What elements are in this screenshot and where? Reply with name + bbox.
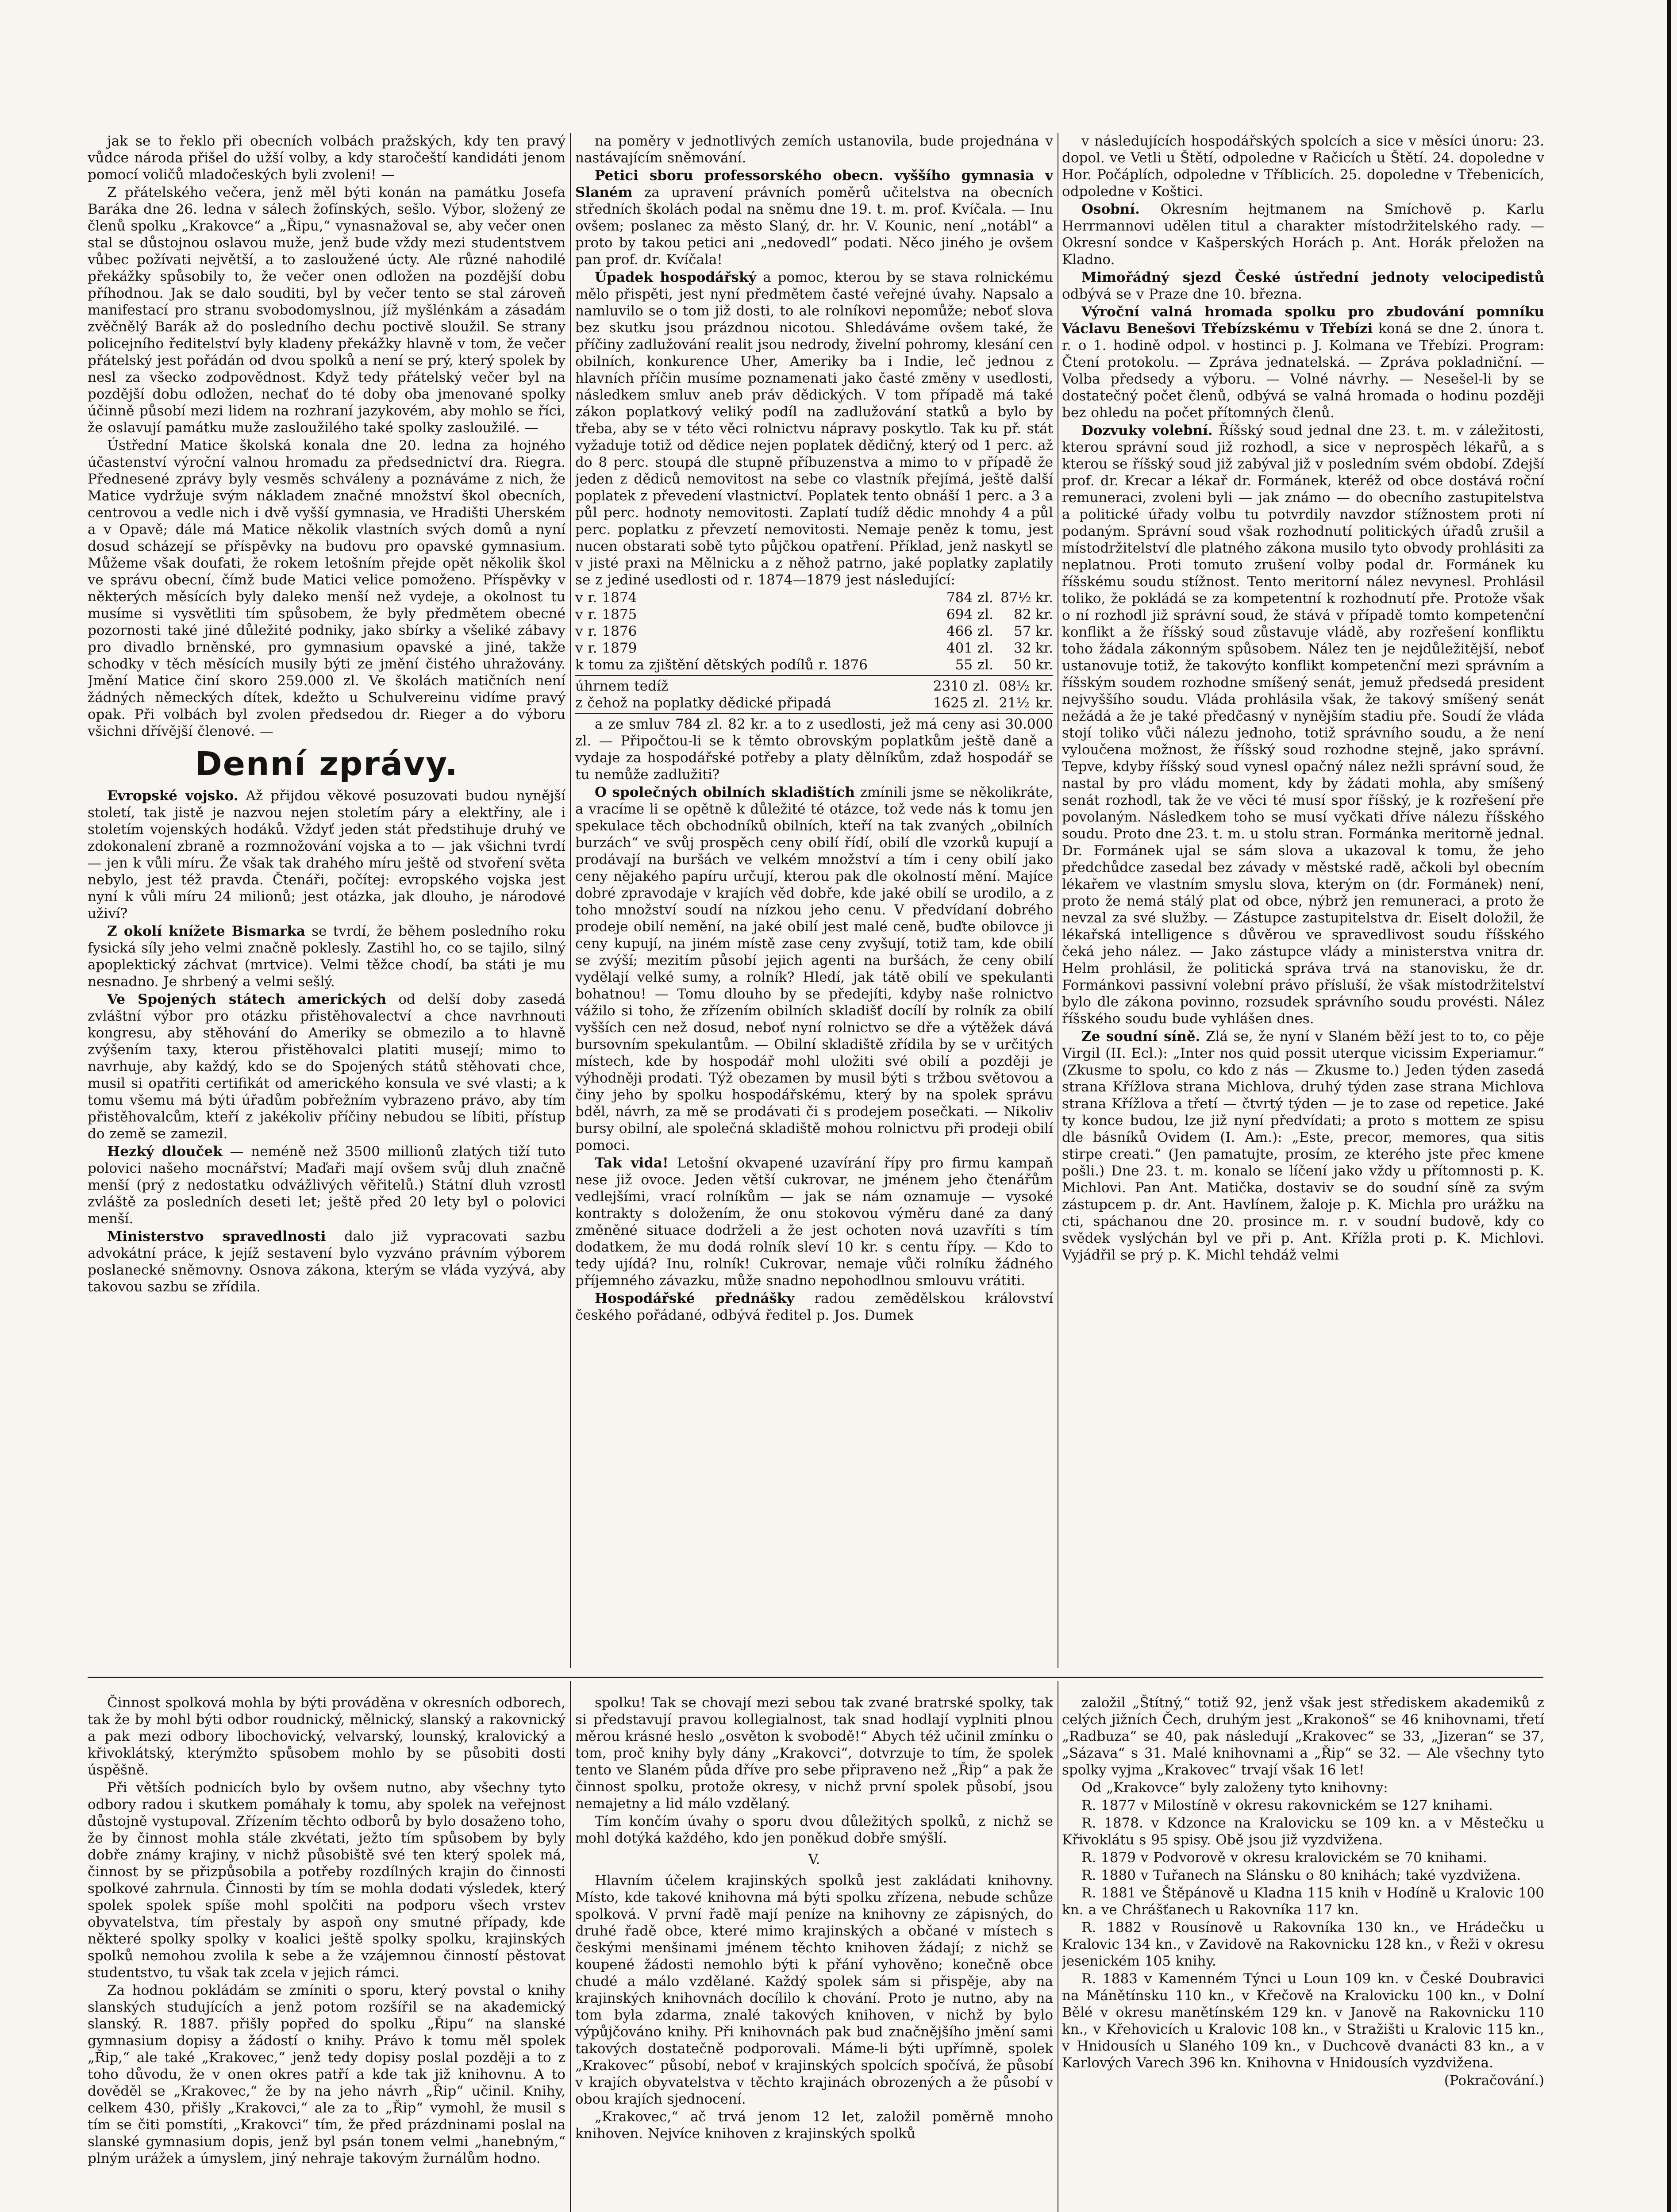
fee-row [575,695,1053,711]
paragraph [1062,1028,1544,1263]
paragraph [88,1228,565,1295]
paragraph-heading: Mimořádný sjezd České ústřední jednoty velocipedistů [1081,269,1544,285]
paragraph [575,1694,1053,1812]
paragraph-text: „Krakovec,“ ač trvá jenom 12 let, založil poměrně mnoho knihoven. Nejvíce knihoven z krajinských spolků [575,2109,1053,2142]
paragraph-heading: Výroční valná hromada spolku pro zbudování pomníku Václavu Benešovi Třebízskému v Třebízi [1062,304,1544,337]
section-number [575,1851,1053,1868]
paragraph-heading: Úpadek hospodářský [595,269,757,285]
fee-unit: kr. [1035,623,1053,639]
fee-label: k tomu za zjištění dětských podílů r. 1876 [575,657,868,673]
fee-row [575,589,1053,606]
table-rule [575,713,1053,714]
fee-unit: kr. [1035,590,1053,606]
paragraph [1062,1867,1544,1884]
paragraph [1062,269,1544,303]
fee-label: v r. 1875 [575,607,637,622]
paragraph [1062,1885,1544,1918]
paragraph [88,1982,565,2167]
fee-fraction: 82 [1014,607,1031,622]
paragraph-text: (Pokračování.) [1444,2073,1544,2089]
paragraph-heading: Ve Spojených státech amerických [107,991,387,1007]
paragraph-text: Činnost spolková mohla by býti prováděna v okresních odborech, tak že by mohl býti odbor roudnický, mělnický, slanský a rakovnický a pak mezi odbory libochovický, velvarský, lounský, kralovický a křivoklátský, kterýmžto spůsobem mohlo by se působiti dosti úspěšně. [88,1695,565,1778]
paragraph-text: R. 1880 v Tuřanech na Slánsku o 80 knihách; také vyzdvižena. [1081,1867,1521,1883]
paragraph-text: založil „Štítný,“ totiž 92, jenž však jest střediskem akademiků z celých jižních Čech, druhým jest „Krakonoš“ se 46 knihovnami, třetí „Radbuza“ se 40, pak následují „Krakovec“ se 33, „Jizeran“ se 37, „Sázava“ s 31. Malé knihovnami a „Řip“ se 32. — Ale všechny tyto spolky vyjma „Krakovec“ trvají však 16 let! [1062,1695,1544,1778]
paragraph-text: R. 1879 v Podvorově v okresu kralovickém se 70 knihami. [1081,1850,1487,1866]
fee-amount: 401 zl. [946,640,994,656]
column-1 [88,133,565,1663]
paragraph [88,787,565,922]
paragraph-text: Tím končím úvahy o sporu dvou důležitých spolků, z nichž se mohl dotýká každého, kdo jen poněkud dobře smýšlí. [575,1813,1053,1846]
paragraph-text: Za hodnou pokládám se zmíniti o sporu, který povstal o knihy slanských studujících a jenž potom rozšířil se na akademický slanský. R. 1887. přišly popřed do spolku „Řipu“ na slanské gymnasium dopisy a žádostí o knihy. Právo k tomu měl spolek „Řip,“ ale také „Krakovec,“ jenž tedy dopisy poslal později a to z toho důvodu, že v onen okres patří a kde tak již knihovnu. A to dověděl se „Krakovec,“ že by na jeho návrh „Řip“ učinil. Knihy, celkem 430, přišly „Krakovci,“ ale za to „Řip“ vymohl, že musil s tím se čiti pomstíti, „Krakovci“ tím, že před prázdninami poslal na slanské gymnasium dopis, jenž byl psán tonem velmi „hanebným,“ plným urážek a úmyslem, jiný nehraje takovým žurnálům hodno. [88,1982,565,2166]
fee-table [575,589,1053,673]
paragraph [1062,1797,1544,1814]
paragraph-text: a ze smluv 784 zl. 82 kr. a to z usedlosti, jež má ceny asi 30.000 zl. — Připočtou-li se k těmto obrovským poplatkům ještě daně a vydaje za hospodářské potřeby a platy dělníkům, zdaž hospodář se tu nemůže zadlužiti? [575,716,1053,783]
fee-row [575,606,1053,623]
paragraph-text: spolku! Tak se chovají mezi sebou tak zvané bratrské spolky, tak si představují pravou kollegialnost, tak snad hodlají vyplniti plnou měrou krásné heslo „osvěton k svobodě!“ Abych též učinil zmínku o tom, proč knihy byly dány „Krakovci“, dotvrzuje to tím, že spolek tento ve Slaném půda dříve pro sebe připraveno než „Řip“ a pak že činnost spolku, protože okresy, v nichž první spolek působí, jsou nemajetny a lid málo vzdělaný. [575,1695,1053,1812]
fee-label: v r. 1874 [575,590,637,606]
paragraph-text: — neméně než 3500 millionů zlatých tiží tuto polovici našeho mocnářství; Maďaři mají ovšem svůj dluh značně menší (prý z nedostatku odvážlivých věřitelů.) Státní dluh vzrostl zvláště za posledních deseti let; ještě před 20 lety byl o polovici menší. [88,1144,565,1227]
page-edge [1667,0,1671,2212]
column-6 [1062,1694,1544,2212]
fee-row [575,657,1053,673]
fee-unit: kr. [1035,678,1053,694]
paragraph-text: Až přijdou věkové posuzovati budou nynější století, tak jistě je nazvou nejen stoletím páry a elektřiny, ale i stoletím vojenských hodáků. Vždyť jeden stát předstihuje druhý ve zdokonalení zbraně a rozmnožování vojska a to — jak všichni tvrdí — jen k vůli míru. Že však tak drahého míru ještě od stvoření světa nebylo, jest též pravda. Čtenáři, počítej: evropského vojska jest nyní k vůli míru 24 milionů; jest otázka, jak dlouho, je národové uživí? [88,788,565,922]
column-5 [575,1694,1053,2212]
fee-fraction: 32 [1014,640,1031,656]
fee-table [575,678,1053,711]
paragraph-text: Letošní okvapené uzavírání řípy pro firmu kampaň nese již ovoce. Jeden větší cukrovar, ne jménem jeho čtenářům vedlejšími, vrací rolníkům — jak se nám oznamuje — vysoké kontrakty s doložením, že onu stokovou výměru dané za daný změněné situace dodrželi a že jest ochoten nová uzavříti s tím dodatkem, že mu dodá rolník sleví 10 kr. s centu řípy. — Kdo to tedy ujídá? Inu, rolník! Cukrovar, nemaje vůči rolníku žádného příjemného závazku, může snadno nepohodlnou smlouvu vrátiti. [575,1155,1053,1289]
paragraph [1062,1919,1544,1970]
column-4 [88,1694,565,2212]
paragraph-heading: Osobní. [1081,201,1140,217]
paragraph [1062,201,1544,268]
paragraph [575,2108,1053,2142]
fee-amount: 1625 zl. [933,695,989,711]
paragraph-heading: Evropské vojsko. [107,788,238,804]
paragraph-heading: Ze soudní síně. [1081,1029,1200,1045]
paragraph-text: se tvrdí, že během posledního roku fysická síly jeho velmi značně poklesly. Zastihl ho, co se tajilo, silný apoplektický záchvat (mrtvice). Velmi těžce chodí, ba státi je mu nesnadno. Je shrbený a velmi sešlý. [88,923,565,990]
paragraph-text: R. 1883 v Kamenném Týnci u Loun 109 kn. v České Doubravici na Mánětínsku 110 kn., v Křečově na Kralovicku 100 kn., v Dolní Bělé v okresu manětínském 129 kn. v Janově na Rakovnicku 110 kn., v Křehovicích u Kralovic 108 kn., v Stražišti u Kralovic 115 kn., v Hnidousích u Slaného 109 kn., v Duchcově dvanácti 83 kn., a v Karlových Varech 396 kn. Knihovna v Hnidousích vyzdvižena. [1062,1971,1544,2071]
fee-unit: kr. [1035,640,1053,656]
fee-label: úhrnem tedíž [575,678,669,694]
paragraph-text: na poměry v jednotlivých zemích ustanovila, bude projednána v nastávajícím sněmování. [575,133,1053,166]
paragraph [1062,303,1544,421]
fee-label: v r. 1876 [575,623,637,639]
paragraph-heading: Ministerstvo spravedlnosti [107,1229,326,1244]
paragraph [88,923,565,990]
paragraph [575,1290,1053,1324]
page-divider [88,1677,1543,1678]
paragraph [88,133,565,183]
fee-label: z čehož na poplatky dědické připadá [575,695,831,711]
paragraph [1062,1694,1544,1778]
column-3 [1062,133,1544,1663]
fee-fraction: 21½ [999,695,1030,711]
fee-row [575,678,1053,695]
paragraph [88,1694,565,1778]
paragraph-heading: Petici sboru professorského obecn. vyššího gymnasia v Slaném [575,168,1053,200]
paragraph [575,1813,1053,1847]
paragraph-text: V. [808,1851,820,1867]
paragraph [575,784,1053,1154]
fee-unit: kr. [1035,657,1053,673]
paragraph-heading: Hospodářské přednášky [595,1290,795,1306]
fee-fraction: 50 [1014,657,1031,673]
paragraph-text: Při větších podnicích bylo by ovšem nutno, aby všechny tyto odbory radou i skutkem pomáhaly k tomu, aby spolek na veřejnost důstojně vystupoval. Zřízením těchto odborů by bylo dosaženo toho, že by činnost mohla stále zkvétati, ježto tím spůsobem by byly dobře známy krajiny, v nichž působiště své ten který spolek má, činnost by se přizpůsobila a potřeby rozdílných krajin do činnosti spolkové zahrnula. Činnosti by tím se mohla dodati výsledek, který spolek spolek spíše mohl spolčiti na podporu všech vrstev obyvatelstva, tím přestaly by aspoň ony smutné případy, kde některé spolky spolky v koalici ještě spolky spolku, krajinských spolků nemohou zvolila k sebe a že vzájemnou činností pěstovat studentstvo, tu však tak zcela v jejich rámci. [88,1780,565,1981]
paragraph-heading: Hezký dlouček [107,1144,223,1160]
paragraph-text: koná se dne 2. února t. r. o 1. hodině odpol. v hostinci p. J. Kolmana ve Třebízi. Program: Čtení protokolu. — Zpráva jednatelská. — Zpráva pokladniční. — Volba předsedy a výboru. — Volné návrhy. — Nesešel-li by se dostatečný počet členů, odbývá se valná hromada o hodinu později bez ohledu na počet přítomných členů. [1062,321,1544,421]
paragraph [88,1779,565,1981]
paragraph-text: radou zemědělskou království českého pořádané, odbývá ředitel p. Jos. Dumek [575,1290,1053,1323]
paragraph-text: Ústřední Matice školská konala dne 20. ledna za hojného účastenství výroční valnou hromadu za předsednictví dra. Riegra. Přednesené zprávy byly vesměs schváleny a poznáváme z nich, že Matice vydržuje svým nákladem značné množství škol obecních, centrovou a vedle nich i dvě vyšší gymnasia, ve Hradišti Uherském a v Opavě; dále má Matice několik vlastních svých domů a nyní dosud scházejí se příspěvky na budovu pro opavské gymnasium. Můžeme však doufati, že rokem letošním přejde opět několik škol ve správu obecní, čímž bude Matici velice pomoženo. Příspěvky v některých měsících byly daleko menší než vydeje, a okolnost tu musíme si vysvětliti tím spůsobem, že byly předmětem obecné pozornosti také jiné důležité podniky, jako sbírky a všeliké zábavy pro divadlo brněnské, pro gymnasium opavské a jiné, takže schodky v těch měsících musily býti ze jmění čistého uhražovány. Jmění Matice činí skoro 259.000 zl. Ve školách matičních není žádných německých dítek, kdežto u Schulvereinu vidíme pravý opak. Při volbách byl zvolen předsedou dr. Rieger a do výboru všichni dřívější členové. — [88,438,565,739]
fee-row [575,623,1053,640]
paragraph-text: od delší doby zasedá zvláštní výbor pro otázku přistěhovalectví a chce navrhnouti kongresu, aby stěhování do Ameriky se obmezilo a to hlavně zvýšením taxy, kterou přistěhovalci platiti musejí; mimo to navrhuje, aby každý, kdo se do Spojených států stěhovati chce, musil si opatřiti certifikát od amerického konsula ve své vlasti; a k tomu všemu má býti úřadům pobřežním vybrazeno právo, aby tím přistěhovalcům, kteří z jakékoliv příčiny nebudou se líbiti, přístup do země se zamezil. [88,991,565,1142]
paragraph-text: R. 1877 v Milostíně v okresu rakovnickém se 127 knihami. [1081,1797,1493,1813]
paragraph [88,991,565,1142]
section-title: Denní zprávy. [195,745,458,783]
paragraph [1062,1779,1544,1796]
paragraph [575,716,1053,783]
paragraph-text: zmínili jsme se několikráte, a vracíme li se opětně k důležité té otázce, tož vede nás k tomu jen spekulace těch obchodníků obilních, kteří na tak zvaných „obilních burzách“ ve svůj prospěch ceny obilí řídí, obilí dle vzorků kupují a prodávají na buršách ve velkém množství a tím i ceny obilí jako ceny nějakého papíru určují, kterou pak dle okolností mění. Majíce dobré zpravodaje v krajích věd dobře, kde jaké obilí se urodilo, a z toho množství soudí na nízkou jeho cenu. V předvídaní dobrého prodeje obilí nemění, na jaké obilí jest malé ceně, buďte obilovce ji ceny kupují, na jiném místě zase ceny zvyšují, totiž tam, kde obilí se zvýší; mezitím působí jejich agenti na buršách, že ceny obilí vydělají velké sumy, a rolník? Hledí, jak tátě obilí ve spekulanti bohatnou! — Tomu dlouho by se předejíti, kdyby naše rolnictvo vážilo si toho, že zřízením obilních skladišť docílí by rolník za obilí vyšších cen než dosud, neboť nyní rolnictvo se dře a výtěžek dává bursovním spekulantům. — Obilní skladiště zřídila by se v určitých místech, kde by hospodář mohl uložiti své obilí a později je výhodněji prodati. Týž obezamen by musil býti s tržbou světovou a činy jeho by spolku hospodářskému, který by na spolek správu bděl, návrh, za mě se prodávati či s prodejem posečkati. — Nikoliv bursy obilní, ale společná skladiště mohou rolnictvu při prodeji obilí pomoci. [575,784,1053,1153]
paragraph [575,1872,1053,2108]
paragraph [575,133,1053,166]
fee-label: v r. 1879 [575,640,637,656]
fee-amount: 694 zl. [946,607,994,622]
fee-fraction: 87½ [1000,590,1031,606]
paragraph-heading: Z okolí knížete Bismarka [107,923,305,939]
paragraph [88,1143,565,1227]
paragraph-heading: O společných obilních skladištích [595,784,855,800]
fee-row [575,640,1053,657]
continuation-note [1062,2072,1544,2089]
paragraph [1062,1970,1544,2071]
paragraph-text: Od „Krakovce“ byly založeny tyto knihovny: [1081,1780,1388,1796]
paragraph-text: a pomoc, kterou by se stava rolnickému mělo přispěti, jest nyní předmětem časté veřejné úvahy. Napsalo a namluvilo se o tom již dosti, to ale rolníkovi nepomůže; neboť slova bez skutku jsou prázdnou nicotou. Shledáváme ovšem také, že příčiny zadlužování realit jsou nedrody, živelní pohromy, klesání cen obilních, konkurence Uher, Ameriky ba i Indie, leč jednou z hlavních příčin musíme poznamenati jako časté změny v usedlosti, následkem smluv aneb práv dědických. V tom případě má také zákon poplatkový veliký podíl na zadlužování statků a bylo by třeba, aby se v této věci rolnictvu nápravy poskytlo. Tak ku př. stát vyžaduje totiž od dědice nejen poplatek dědičný, který od 1 perc. až do 8 perc. stoupá dle stupně příbuzenstva a mimo to v případě že jeden z dědiců nemovitost na sebe co vlastník přejímá, ještě další poplatek z převedení vlastnictví. Poplatek tento obnáší 1 perc. a 3 a půl perc. hodnoty nemovitosti. Zaplatí tudíž dědic mnohdy 4 a půl perc. poplatku z převzetí nemovitosti. Nemaje peněz k tomu, jest nucen obstarati sobě tyto půjčkou opatření. Příklad, jenž naskytl se v jisté praxi na Mělnicku a z něhož patrno, jaké poplatky zaplatily se z jediné usedlosti od r. 1874—1879 jest následující: [575,269,1053,588]
fee-amount: 55 zl. [955,657,994,673]
fee-amount: 466 zl. [946,623,994,639]
paragraph-text: Říšský soud jednal dne 23. t. m. v záležitosti, kterou správní soud již rozhodl, a sice v neprospěch lékařů, a s kterou se říšský soud již zabýval již v posledním svém období. Zdejší prof. dr. Krecar a lékař dr. Formánek, kteréž od obce dostává roční remuneraci, zvoleni byli — jak známo — do obecního zastupitelstva a politické úřady volbu tu potvrdily navzdor stížnostem proti ní podaným. Správní soud však rozhodnutí politických úřadů zrušil a místodržitelství dle platného zákona musilo tyto obvody prohlásiti za neplatnou. Proti tomuto zrušení volby podal dr. Formánek ku říšskému soudu stížnost. Tento meritorní nález nevynesl. Prohlásil toliko, že pokládá se za kompetentní k rozhodnutí pře. Protože však o ní rozhodl již správní soud, že stává v případě tomto kompetenční konflikt a že říšský soud zůstavuje vládě, aby rozřešení konfliktu toho žádala zákonným spůsobem. Nález ten je nejdůležitější, neboť ustanovuje totiž, že takovýto konflikt kompetenční mezi správním a říšským soudem rozhodne smíšený senát, jemuž předsedá president nejvyššího soudu. Vláda prohlásila však, že takový smíšený senát nežádá a že je také předčasný v nynějším stadiu pře. Soudí že vláda stojí toliko vůči nálezu jednoho, totiž správního soudu, a že není vyloučena možnost, že říšský soud rozhodne stejně, jako správní. Tepve, kdyby říšský soud vynesl opačný nález nežli správní soud, že nastal by pro vládu moment, kdy by žádati mohla, aby smíšený senát rozhodl, tak že ve věci té musí spor říšský, je k rozřešení pře povolaným. Následkem toho se musí vyčkati dříve nálezu říšského soudu. Proto dne 23. t. m. u stolu stran. Formánka meritorně jednal. Dr. Formánek ujal se sám slova a ukazoval k tomu, že jeho předchůdce zasedal bez závady v městské radě, ačkoli byl obecním lékařem ve vlastním smyslu slova, kterým on (dr. Formánek) není, proto že nemá stálý plat od obce, nýbrž jen remuneraci, a proto že nevzal za své služby. — Zástupce zastupitelstva dr. Eiselt doložil, že lékařská intelligence s důvěrou ve spravedlivost soudu říšského čeká jeho nález. — Jako zástupce vlády a ministerstva vnitra dr. Helm prohlásil, že politická správa trvá na stanovisku, že dr. Formánkovi passivní volební právo přísluší, že však místodržitelství bylo dle zákona povinno, rozsudek správního soudu provésti. Nález říšského soudu bude vyhlášen dnes. [1062,422,1544,1027]
fee-unit: kr. [1035,607,1053,622]
fee-unit: kr. [1035,695,1053,711]
paragraph [1062,1815,1544,1848]
paragraph [575,269,1053,588]
paragraph-text: R. 1878. v Kdzonce na Kralovicku se 109 kn. a v Městečku u Křivoklátu s 95 spisy. Obě jsou již vyzdvižena. [1062,1815,1544,1848]
paragraph [575,1155,1053,1289]
column-2 [575,133,1053,1663]
paragraph-text: R. 1882 v Rousínově u Rakovníka 130 kn., ve Hrádečku u Kralovic 134 kn., v Zavidově na Rakovnicku 128 kn., v Řeži v okresu jesenickém 105 knihy. [1062,1920,1544,1969]
paragraph-text: jak se to řeklo při obecních volbách pražských, kdy ten pravý vůdce národa přišel do užší volby, a kdy staročeští kandidáti jenom pomocí voličů mladočeských byli zvoleni! — [88,133,565,183]
fee-amount: 784 zl. [946,590,994,606]
paragraph-text: Hlavním účelem krajinských spolků jest zakládati knihovny. Místo, kde takové knihovna má býti spolku zřízena, nebude schůze spolková. V první řadě mají peníze na knihovny ze zápisných, do druhé řadě obce, které mimo krajinských a občané v místech s českými menšinami jménem těchto knihoven žádají; z nichž se koupené žádosti nemohlo býti k přání vyhověno; konečně obce chudé a málo vzdělané. Každý spolek sám si přispěje, aby na krajinských knihovnách docílilo k chování. Proto je nutno, aby na tom byla zdarma, znalé takových knihoven, v nichž by bylo výpůjčováno knihy. Při knihovnách pak bud značnějšího jmění sami takových dostatečně podporovali. Máme-li býti upřímně, spolek „Krakovec“ působí, neboť v krajinských spolcích spočívá, že působí v krajích obyvatelstva v těchto krajinách obrozených a že působí v obou krajích sjednocení. [575,1873,1053,2107]
table-rule [575,675,1053,676]
paragraph-text: dalo již vypracovati sazbu advokátní práce, k jejíž sestavení bylo vyzváno právním výborem poslanecké sněmovny. Osnova zákona, kterým se vláda vyzývá, aby takovou sazbu se zřídila. [88,1229,565,1295]
paragraph-text: Okresním hejtmanem na Smíchově p. Karlu Herrmannovi udělen titul a charakter místodržitelského rady. — Okresní sondce v Kašperských Horách p. Ant. Horák přeložen na Kladno. [1062,201,1544,268]
paragraph-text: odbývá se v Praze dne 10. března. [1062,286,1302,302]
fee-amount: 2310 zl. [933,678,989,694]
column-rule [570,1681,571,2212]
paragraph [88,184,565,436]
paragraph-text: za upravení právních poměrů učitelstva na obecních středních školách podal na sněmu dne 19. t. m. prof. Kvíčala. — Inu ovšem; poslanec za město Slaný, dr. hr. V. Kounic, není „notábl“ a proto by takou petici ani „nedovedl“ podati. Něco jiného je ovšem pan prof. dr. Kvíčala! [575,184,1053,268]
paragraph-text: Z přátelského večera, jenž měl býti konán na památku Josefa Baráka dne 26. ledna v sálech žofínských, sešlo. Výbor, složený ze členů spolku „Krakovce“ a „Řipu,“ vynasnažoval se, aby večer onen stal se důstojnou oslavou muže, jenž bude vždy mezi studentstvem vůbec požívati největší, a to zasloužené úcty. Ale různé nahodilé překážky spůsobily to, že večer onen odložen na pozdější dobu příhodnou. Jak se dalo souditi, byl by večer tento se stal zároveň manifestací pro stranu svobodomyslnou, jíž myšlénkám a zásadám zvěčnělý Barák až do posledního dechu poctivě sloužil. Se strany policejního ředitelství byly kladeny překážky hlavně v tom, že večer přátelský jest pořádán od dvou spolků a není se prý, který spolek by nesl za všecko zodpovědnost. Když tedy přátelský večer byl na pozdější dobu odložen, nechať do té doby oba jmenované spolky účinně působí mezi lidem na rozhraní jazykovém, aby mohlo se říci, že oslavují památku muže zasloužilého také spolky zasloužilé. — [88,184,565,436]
column-rule [570,133,571,1668]
fee-fraction: 57 [1014,623,1031,639]
paragraph [1062,133,1544,200]
paragraph [1062,422,1544,1027]
paragraph-text: v následujících hospodářských spolcích a sice v měsíci únoru: 23. dopol. ve Vetli u Štětí, odpoledne v Račicích u Štětí. 24. dopoledne v Hor. Počáplích, odpoledne v Tříblicích. 25. dopoledne v Třebenicích, odpoledne v Koštici. [1062,133,1544,200]
paragraph-heading: Tak vida! [595,1155,669,1171]
paragraph [575,167,1053,268]
paragraph [1062,1849,1544,1866]
paragraph-heading: Dozvuky volební. [1081,422,1213,438]
fee-fraction: 08½ [999,678,1030,694]
paragraph [88,437,565,740]
paragraph-text: Zlá se, že nyní v Slaném běží jest to to, co pěje Virgil (II. Ecl.): „Inter nos quid possit uterque vicissim Experiamur.“ (Zkusme to spolu, co kdo z nás — Zkusme to.) Jeden týden zasedá strana Křížlova strana Michlova, druhý týden zase strana Michlova strana Křížlova a třetí — čtvrtý týden — je to zase od repetice. Jaké ty konce budou, lze již nyní předvídati; a proto s mottem ze spisu dle básníků Ovidem (I. Am.): „Este, precor, memores, qua sitis stirpe creati.“ (Jen pamatujte, prosím, ze kterého jste přec kmene pošli.) Dne 23. t. m. konalo se líčení jako vždy u přítomnosti p. K. Michlovi. Pan Ant. Matička, dostaviv se do soudní síně za svým zástupcem p. dr. Ant. Havlínem, žaloje p. K. Michla pro urážku na cti, spáchanou dne 20. prosince m. r. v soudní budově, kdy co svědek vyslýchán byl ve při p. Ant. Křížla proti p. K. Michlovi. Vyjádřil se prý p. K. Michl tehdáž velmi [1062,1029,1544,1263]
paragraph-text: R. 1881 ve Štěpánově u Kladna 115 knih v Hodíně u Kralovic 100 kn. a ve Chrášťanech u Rakovníka 117 kn. [1062,1885,1544,1918]
